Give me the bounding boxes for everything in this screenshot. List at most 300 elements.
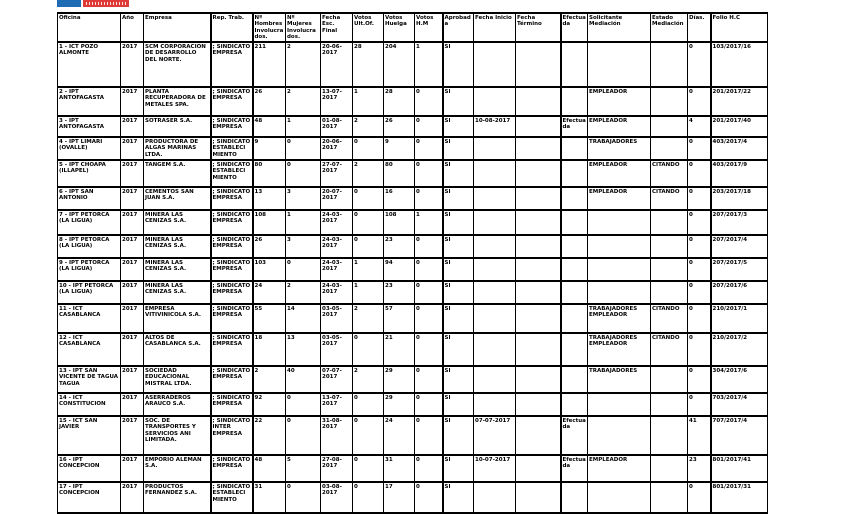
strike-report-table	[57, 12, 768, 514]
table-cell: 0	[415, 482, 443, 513]
table-cell	[516, 187, 561, 210]
table-cell: 24-03-2017	[321, 235, 353, 258]
table-cell: SI	[443, 416, 474, 455]
table-cell: 11 - ICT CASABLANCA	[58, 304, 121, 333]
table-row	[58, 87, 768, 116]
table-cell: 403/2017/4	[711, 137, 768, 160]
table-cell: ; SINDICATO EMPRESA	[211, 258, 253, 281]
table-cell: ; SINDICATO EMPRESA	[211, 210, 253, 235]
table-cell: 1	[415, 210, 443, 235]
table-cell: 10 - IPT PETORCA (LA LIGUA)	[58, 281, 121, 304]
table-cell: 18	[253, 333, 286, 366]
table-row	[58, 160, 768, 187]
table-cell: CITANDO	[651, 160, 688, 187]
header-cell: Fecha Término	[516, 13, 561, 42]
table-cell: 0	[353, 235, 384, 258]
table-cell: 6 - IPT SAN ANTONIO	[58, 187, 121, 210]
table-cell: 31	[384, 455, 415, 482]
table-cell: 2017	[121, 258, 144, 281]
table-cell	[474, 333, 516, 366]
table-cell: 92	[253, 393, 286, 416]
table-cell: 15 - ICT SAN JAVIER	[58, 416, 121, 455]
table-cell	[561, 160, 588, 187]
header-cell: Empresa	[144, 13, 211, 42]
table-cell	[561, 87, 588, 116]
table-cell: 57	[384, 304, 415, 333]
table-cell	[516, 137, 561, 160]
table-cell	[651, 235, 688, 258]
table-cell: ALTOS DE CASABLANCA S.A.	[144, 333, 211, 366]
table-cell: ; SINDICATO ESTABLECIMIENTO	[211, 482, 253, 513]
table-cell: 4 - IPT LIMARI (OVALLE)	[58, 137, 121, 160]
table-cell: 207/2017/3	[711, 210, 768, 235]
table-cell: SI	[443, 210, 474, 235]
table-cell: 801/2017/31	[711, 482, 768, 513]
table-cell: 03-05-2017	[321, 304, 353, 333]
table-cell: 0	[688, 281, 711, 304]
table-cell: 31-08-2017	[321, 416, 353, 455]
table-cell: 2	[353, 160, 384, 187]
table-cell: SOTRASER S.A.	[144, 116, 211, 137]
table-cell: 0	[415, 416, 443, 455]
table-cell: 2	[353, 304, 384, 333]
table-cell: 0	[688, 304, 711, 333]
table-cell: 1	[353, 87, 384, 116]
header-cell: Año	[121, 13, 144, 42]
table-cell	[516, 42, 561, 87]
table-cell: SI	[443, 455, 474, 482]
table-cell: ; SINDICATO EMPRESA	[211, 455, 253, 482]
table-cell: 24	[384, 416, 415, 455]
table-cell: 0	[415, 258, 443, 281]
table-cell: 0	[688, 210, 711, 235]
table-cell: EMPLEADOR	[588, 160, 651, 187]
table-row	[58, 393, 768, 416]
table-cell: 204	[384, 42, 415, 87]
table-cell: 0	[688, 42, 711, 87]
table-cell: ; SINDICATO EMPRESA	[211, 87, 253, 116]
table-cell: 2	[286, 42, 321, 87]
table-cell: ; SINDICATO ESTABLECIMIENTO	[211, 160, 253, 187]
table-row	[58, 281, 768, 304]
table-cell: PRODUCTOS FERNANDEZ S.A.	[144, 482, 211, 513]
table-cell: ; SINDICATO EMPRESA	[211, 116, 253, 137]
table-cell: 207/2017/4	[711, 235, 768, 258]
table-row	[58, 235, 768, 258]
table-cell: ASERRADEROS ARAUCO S.A.	[144, 393, 211, 416]
table-cell: 48	[253, 116, 286, 137]
table-cell: 0	[415, 235, 443, 258]
table-cell: 20-07-2017	[321, 187, 353, 210]
table-cell: 207/2017/5	[711, 258, 768, 281]
table-cell: ; SINDICATO EMPRESA	[211, 393, 253, 416]
table-cell: SI	[443, 281, 474, 304]
table-cell: 13	[253, 187, 286, 210]
table-cell: 3	[286, 235, 321, 258]
table-cell	[516, 416, 561, 455]
header-cell: Folio H.C	[711, 13, 768, 42]
table-cell: ; SINDICATO EMPRESA	[211, 333, 253, 366]
table-cell: 0	[286, 137, 321, 160]
table-row	[58, 366, 768, 393]
table-cell	[588, 235, 651, 258]
table-cell: 0	[688, 160, 711, 187]
table-cell	[561, 187, 588, 210]
logo-blue-block	[57, 0, 81, 7]
table-cell: SOC. DE TRANSPORTES Y SERVICIOS ANI LIMITADA.	[144, 416, 211, 455]
table-row	[58, 455, 768, 482]
table-cell: 28	[384, 87, 415, 116]
table-cell: 55	[253, 304, 286, 333]
table-cell: 3	[286, 187, 321, 210]
table-cell: 10-07-2017	[474, 455, 516, 482]
table-cell: SI	[443, 258, 474, 281]
table-cell: SI	[443, 235, 474, 258]
table-cell	[474, 235, 516, 258]
table-cell	[561, 210, 588, 235]
table-cell	[561, 281, 588, 304]
table-cell: 0	[286, 416, 321, 455]
table-cell: EMPORIO ALEMAN S.A.	[144, 455, 211, 482]
table-cell: 16 - IPT CONCEPCION	[58, 455, 121, 482]
table-cell: 4	[688, 116, 711, 137]
table-cell: 211	[253, 42, 286, 87]
table-cell: TRABAJADORES	[588, 137, 651, 160]
table-cell	[474, 366, 516, 393]
table-cell: MINERA LAS CENIZAS S.A.	[144, 210, 211, 235]
table-cell: 0	[688, 87, 711, 116]
table-cell: 3 - IPT ANTOFAGASTA	[58, 116, 121, 137]
table-row	[58, 42, 768, 87]
table-cell	[651, 366, 688, 393]
table-cell: ; SINDICATO EMPRESA	[211, 235, 253, 258]
header-cell: Días.	[688, 13, 711, 42]
table-cell: 0	[353, 210, 384, 235]
table-cell: 07-07-2017	[321, 366, 353, 393]
table-cell: 12 - ICT CASABLANCA	[58, 333, 121, 366]
table-cell: EMPLEADOR	[588, 116, 651, 137]
table-cell: 29	[384, 366, 415, 393]
table-cell: 41	[688, 416, 711, 455]
table-cell	[588, 281, 651, 304]
table-cell: 2	[353, 366, 384, 393]
table-cell: 0	[688, 366, 711, 393]
table-row	[58, 304, 768, 333]
table-cell: 80	[384, 160, 415, 187]
table-cell	[651, 393, 688, 416]
table-cell	[651, 281, 688, 304]
table-cell: SI	[443, 160, 474, 187]
table-cell: 13-07-2017	[321, 393, 353, 416]
table-cell: 1 - ICT POZO ALMONTE	[58, 42, 121, 87]
table-cell: SI	[443, 87, 474, 116]
table-cell: MINERA LAS CENIZAS S.A.	[144, 281, 211, 304]
table-cell: 707/2017/4	[711, 416, 768, 455]
table-cell	[474, 160, 516, 187]
table-cell: 201/2017/40	[711, 116, 768, 137]
table-cell	[561, 235, 588, 258]
table-cell	[474, 42, 516, 87]
table-cell: SI	[443, 187, 474, 210]
table-cell	[516, 235, 561, 258]
table-cell: ; SINDICATO ESTABLECIMIENTO	[211, 137, 253, 160]
table-cell: 23	[384, 281, 415, 304]
table-cell: TRABAJADORES EMPLEADOR	[588, 333, 651, 366]
table-cell: 103/2017/16	[711, 42, 768, 87]
table-cell: 103	[253, 258, 286, 281]
table-cell	[651, 137, 688, 160]
table-row	[58, 482, 768, 513]
table-cell: 201/2017/22	[711, 87, 768, 116]
table-cell	[651, 455, 688, 482]
table-cell	[561, 393, 588, 416]
table-cell	[561, 137, 588, 160]
table-cell: 1	[353, 258, 384, 281]
table-cell	[588, 258, 651, 281]
direccion-del-trabajo-logo	[57, 0, 129, 7]
table-cell: 14 - ICT CONSTITUCION	[58, 393, 121, 416]
table-cell: 1	[415, 42, 443, 87]
header-cell: Nº Mujeres Involucrados.	[286, 13, 321, 42]
table-cell	[651, 210, 688, 235]
table-cell: 2017	[121, 235, 144, 258]
table-cell: 0	[415, 455, 443, 482]
table-cell: 23	[384, 235, 415, 258]
table-cell: TRABAJADORES EMPLEADOR	[588, 304, 651, 333]
table-cell: 26	[253, 87, 286, 116]
table-cell	[651, 416, 688, 455]
table-cell: 24-03-2017	[321, 281, 353, 304]
table-cell	[516, 482, 561, 513]
table-cell: 2017	[121, 304, 144, 333]
table-cell: 801/2017/41	[711, 455, 768, 482]
table-cell: 20-06-2017	[321, 42, 353, 87]
table-cell: 40	[286, 366, 321, 393]
table-cell: 0	[688, 393, 711, 416]
table-cell	[516, 333, 561, 366]
table-cell: 210/2017/2	[711, 333, 768, 366]
table-cell	[516, 160, 561, 187]
table-cell	[474, 393, 516, 416]
table-cell: 0	[286, 482, 321, 513]
table-cell: Efectuada	[561, 116, 588, 137]
table-cell: MINERA LAS CENIZAS S.A.	[144, 235, 211, 258]
table-cell: EMPRESA VITIVINICOLA S.A.	[144, 304, 211, 333]
table-cell: CEMENTOS SAN JUAN S.A.	[144, 187, 211, 210]
table-cell: 17	[384, 482, 415, 513]
table-cell	[516, 87, 561, 116]
table-cell: 24-03-2017	[321, 258, 353, 281]
table-cell	[588, 210, 651, 235]
table-cell: SI	[443, 42, 474, 87]
table-cell: 403/2017/9	[711, 160, 768, 187]
table-cell: 108	[384, 210, 415, 235]
table-cell: EMPLEADOR	[588, 187, 651, 210]
table-cell	[516, 304, 561, 333]
header-cell: Aprobada	[443, 13, 474, 42]
table-cell	[651, 116, 688, 137]
table-cell	[474, 210, 516, 235]
table-cell: ; SINDICATO EMPRESA	[211, 281, 253, 304]
table-cell: 0	[353, 482, 384, 513]
table-cell: 0	[286, 393, 321, 416]
table-row	[58, 116, 768, 137]
table-cell: SI	[443, 304, 474, 333]
table-cell: 2 - IPT ANTOFAGASTA	[58, 87, 121, 116]
table-cell	[474, 281, 516, 304]
table-cell: 28	[353, 42, 384, 87]
table-cell: 2017	[121, 42, 144, 87]
header-cell: Rep. Trab.	[211, 13, 253, 42]
header-cell: Votos H.M	[415, 13, 443, 42]
table-cell	[651, 42, 688, 87]
table-cell: EMPLEADOR	[588, 455, 651, 482]
table-cell: 2	[253, 366, 286, 393]
table-cell: 1	[286, 210, 321, 235]
table-cell: 2017	[121, 393, 144, 416]
table-cell: 210/2017/1	[711, 304, 768, 333]
table-cell: 03-05-2017	[321, 333, 353, 366]
table-cell: 14	[286, 304, 321, 333]
table-cell	[474, 137, 516, 160]
table-cell: 2	[286, 281, 321, 304]
table-cell: 5 - IPT CHOAPA (ILLAPEL)	[58, 160, 121, 187]
table-cell	[516, 366, 561, 393]
table-cell: SCM CORPORACION DE DESARROLLO DEL NORTE.	[144, 42, 211, 87]
table-cell: 80	[253, 160, 286, 187]
table-cell: 0	[415, 304, 443, 333]
table-cell	[474, 482, 516, 513]
table-cell	[651, 87, 688, 116]
table-cell: ; SINDICATO EMPRESA	[211, 304, 253, 333]
table-cell: SI	[443, 333, 474, 366]
table-cell: ; SINDICATO EMPRESA	[211, 42, 253, 87]
header-cell: Estado Mediación	[651, 13, 688, 42]
table-cell	[516, 281, 561, 304]
table-cell	[516, 393, 561, 416]
table-cell: 29	[384, 393, 415, 416]
table-cell: 5	[286, 455, 321, 482]
table-cell: 0	[353, 455, 384, 482]
table-cell: 2017	[121, 482, 144, 513]
table-cell: 0	[415, 160, 443, 187]
table-row	[58, 258, 768, 281]
table-cell: 0	[415, 393, 443, 416]
table-cell: 2017	[121, 416, 144, 455]
table-cell: 2017	[121, 333, 144, 366]
table-cell	[516, 116, 561, 137]
table-cell: 0	[415, 187, 443, 210]
table-cell	[561, 366, 588, 393]
table-cell: 2017	[121, 116, 144, 137]
table-cell: Efectuada	[561, 455, 588, 482]
table-cell: 0	[415, 281, 443, 304]
table-cell: 26	[384, 116, 415, 137]
header-cell: Oficina	[58, 13, 121, 42]
table-row	[58, 333, 768, 366]
table-cell: 9	[253, 137, 286, 160]
table-row	[58, 187, 768, 210]
table-header-row	[58, 13, 768, 42]
table-cell: 48	[253, 455, 286, 482]
table-cell: 2017	[121, 455, 144, 482]
table-cell: 0	[688, 258, 711, 281]
table-cell: 0	[415, 333, 443, 366]
table-cell: 01-08-2017	[321, 116, 353, 137]
table-cell	[516, 210, 561, 235]
table-cell	[588, 482, 651, 513]
table-cell	[561, 333, 588, 366]
table-cell	[561, 304, 588, 333]
table-row	[58, 416, 768, 455]
table-cell	[516, 455, 561, 482]
table-cell	[588, 42, 651, 87]
table-cell: 24	[253, 281, 286, 304]
table-cell: 13-07-2017	[321, 87, 353, 116]
table-cell: 03-08-2017	[321, 482, 353, 513]
table-cell: 0	[415, 366, 443, 393]
table-cell: 2017	[121, 281, 144, 304]
table-cell: 304/2017/6	[711, 366, 768, 393]
table-cell: 2017	[121, 366, 144, 393]
table-cell: 0	[286, 258, 321, 281]
table-cell: 0	[353, 393, 384, 416]
table-cell	[651, 258, 688, 281]
report-table-container	[57, 12, 768, 514]
header-cell: Nº Hombres Involucrados.	[253, 13, 286, 42]
table-cell: Efectuada	[561, 416, 588, 455]
header-cell: Votos Ult.Of.	[353, 13, 384, 42]
logo-text-marks	[86, 2, 126, 5]
table-cell: 207/2017/6	[711, 281, 768, 304]
table-cell: 0	[415, 137, 443, 160]
table-cell: ; SINDICATO INTER EMPRESA	[211, 416, 253, 455]
table-cell	[516, 258, 561, 281]
table-row	[58, 137, 768, 160]
table-cell: 2	[353, 116, 384, 137]
table-cell: SI	[443, 393, 474, 416]
table-cell: 16	[384, 187, 415, 210]
table-cell: 1	[286, 116, 321, 137]
table-cell: 22	[253, 416, 286, 455]
table-cell: 27-08-2017	[321, 455, 353, 482]
table-cell: 0	[688, 482, 711, 513]
table-cell: 24-03-2017	[321, 210, 353, 235]
table-cell: 07-07-2017	[474, 416, 516, 455]
table-cell	[474, 258, 516, 281]
table-row	[58, 210, 768, 235]
header-cell: Efectuada	[561, 13, 588, 42]
table-cell: TRABAJADORES	[588, 366, 651, 393]
table-cell: 23	[688, 455, 711, 482]
table-cell: 203/2017/18	[711, 187, 768, 210]
table-cell	[561, 42, 588, 87]
table-cell: SI	[443, 482, 474, 513]
table-cell: ; SINDICATO EMPRESA	[211, 366, 253, 393]
table-cell: SI	[443, 137, 474, 160]
table-cell	[588, 416, 651, 455]
table-cell	[588, 393, 651, 416]
table-cell: ; SINDICATO EMPRESA	[211, 187, 253, 210]
logo-red-block	[83, 0, 129, 7]
table-cell: 703/2017/4	[711, 393, 768, 416]
table-cell: PRODUCTORA DE ALGAS MARINAS LTDA.	[144, 137, 211, 160]
header-cell: Solicitante Mediación	[588, 13, 651, 42]
table-cell: 31	[253, 482, 286, 513]
table-cell: SOCIEDAD EDUCACIONAL MISTRAL LTDA.	[144, 366, 211, 393]
table-cell: 0	[353, 137, 384, 160]
table-cell: TANGEM S.A.	[144, 160, 211, 187]
